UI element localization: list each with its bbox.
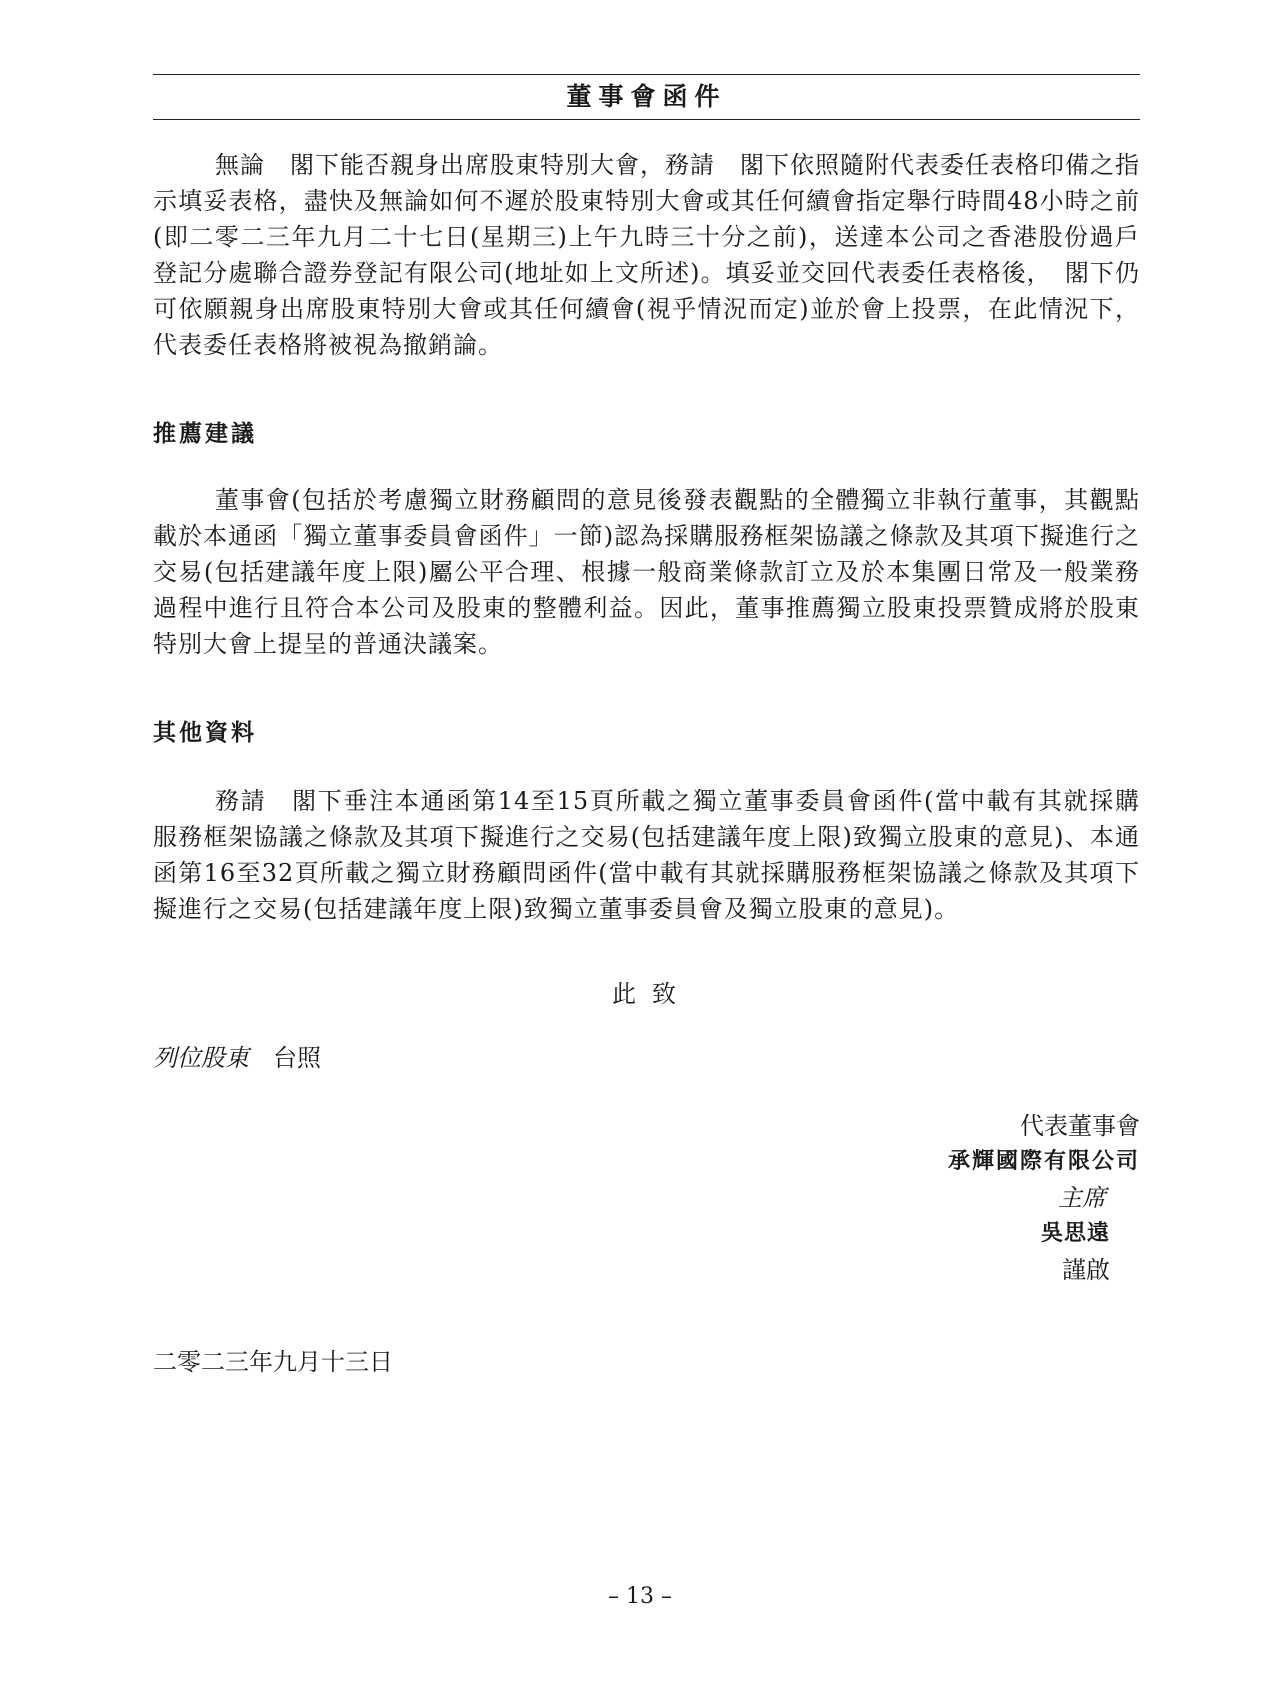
- page-title: 董事會函件: [566, 82, 727, 111]
- closing-word: 謹啟: [1062, 1256, 1110, 1284]
- closing-line: 此致: [612, 980, 692, 1008]
- signatory-name: 吳思遠: [1040, 1221, 1110, 1246]
- company-name: 承輝國際有限公司: [947, 1149, 1140, 1174]
- page-number: – 13 –: [608, 1584, 672, 1609]
- page-header: [153, 74, 1140, 120]
- other-info-paragraph: 務請 閣下垂注本通函第14至15頁所載之獨立董事委員會函件(當中載有其就採購服務框架協議之條款及其項下擬進行之交易(包括建議年度上限)致獨立股東的意見)、本通函第16至32頁所載之獨立財務顧問函件(當中載有其就採購服務框架協議之條款及其項下擬進行之交易(包括建議年度上限)致獨立董事委員會及獨立股東的意見)。: [153, 787, 1140, 923]
- salutation-honorific: 台照: [273, 1044, 321, 1072]
- salutation-addressee: 列位股東: [153, 1044, 249, 1072]
- recommendation-paragraph: 董事會(包括於考慮獨立財務顧問的意見後發表觀點的全體獨立非執行董事，其觀點載於本通函「獨立董事委員會函件」一節)認為採購服務框架協議之條款及其項下擬進行之交易(包括建議年度上限)屬公平合理、根據一般商業條款訂立及於本集團日常及一般業務過程中進行且符合本公司及股東的整體利益。因此，董事推薦獨立股東投票贊成將於股東特別大會上提呈的普通決議案。: [153, 486, 1140, 658]
- signature-block: [948, 1108, 1140, 1288]
- letter-date: 二零二三年九月十三日: [153, 1348, 393, 1376]
- intro-paragraph: 無論 閣下能否親身出席股東特別大會，務請 閣下依照隨附代表委任表格印備之指示填妥表格，盡快及無論如何不遲於股東特別大會或其任何續會指定舉行時間48小時之前(即二零二三年九月二十七日(星期三)上午九時三十分之前)，送達本公司之香港股份過戶登記分處聯合證券登記有限公司(地址如上文所述)。填妥並交回代表委任表格後， 閣下仍可依願親身出席股東特別大會或其任何續會(視乎情況而定)並於會上投票，在此情況下，代表委任表格將被視為撤銷論。: [153, 151, 1140, 359]
- other-info-heading: 其他資料: [153, 720, 257, 746]
- signatory-title: 主席: [1058, 1184, 1106, 1212]
- on-behalf-line: 代表董事會: [1020, 1112, 1140, 1140]
- salutation: [153, 1038, 321, 1073]
- recommendation-heading: 推薦建議: [153, 421, 257, 447]
